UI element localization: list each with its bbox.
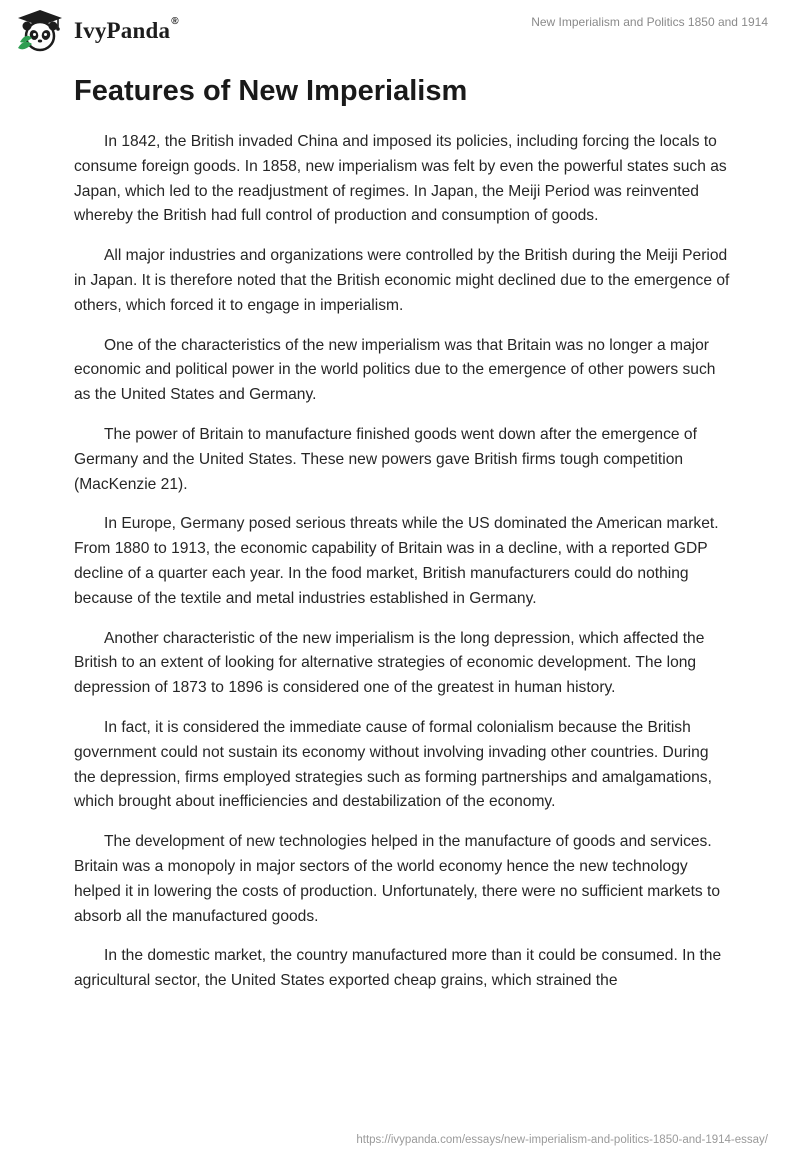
page-header xyxy=(0,0,800,60)
article-body xyxy=(74,72,734,1009)
paragraph: The power of Britain to manufacture finished goods went down after the emergence of Germany and the United States. These new powers gave British firms tough competition (MacKenzie 21). xyxy=(74,425,697,493)
brand-name: IvyPanda® xyxy=(74,16,179,43)
paragraph: In fact, it is considered the immediate cause of formal colonialism because the British government could not sustain its economy without involving invading other countries. During the depression, firms employed strategies such as forming partnerships and amalgamations, which brought about inefficiencies and destabilization of the economy. xyxy=(74,718,712,811)
paragraph: In Europe, Germany posed serious threats while the US dominated the American market. From 1880 to 1913, the economic capability of Britain was in a decline, with a reported GDP decline of a quarter each year. In the food market, British manufacturers could do nothing because of the textile and metal industries established in Germany. xyxy=(74,515,719,607)
paragraph: All major industries and organizations were controlled by the British during the Meiji Period in Japan. It is therefore noted that the British economic might declined due to the emergence of others, which forced it to engage in imperialism. xyxy=(74,247,730,314)
paragraph: One of the characteristics of the new imperialism was that Britain was no longer a major economic and political power in the world politics due to the emergence of other powers such as the United States and Germany. xyxy=(74,336,716,404)
paragraph: In the domestic market, the country manufactured more than it could be consumed. In the agricultural sector, the United States exported cheap grains, which strained the xyxy=(74,947,722,990)
paragraph: Another characteristic of the new imperialism is the long depression, which affected the British to an extent of looking for alternative strategies of economic development. The long depression of 1873 to 1896 is considered one of the greatest in human history. xyxy=(74,629,705,697)
panda-graduate-icon xyxy=(14,8,66,54)
document-title: New Imperialism and Politics 1850 and 1914 xyxy=(531,15,768,29)
ivypanda-logo[interactable] xyxy=(14,8,179,54)
paragraph: In 1842, the British invaded China and imposed its policies, including forcing the locals to consume foreign goods. In 1858, new imperialism was felt by even the powerful states such as Japan, which led to the readjustment of regimes. In Japan, the Meiji Period was reinvented whereby the British had full control of production and consumption of goods. xyxy=(74,133,727,225)
source-url[interactable]: https://ivypanda.com/essays/new-imperialism-and-politics-1850-and-1914-essay/ xyxy=(356,1134,768,1146)
section-heading: Features of New Imperialism xyxy=(74,75,468,107)
paragraph: The development of new technologies helped in the manufacture of goods and services. Britain was a monopoly in major sectors of the world economy hence the new technology helped it in lowering the costs of production. Unfortunately, there were no sufficient markets to absorb all the manufactured goods. xyxy=(74,833,721,925)
